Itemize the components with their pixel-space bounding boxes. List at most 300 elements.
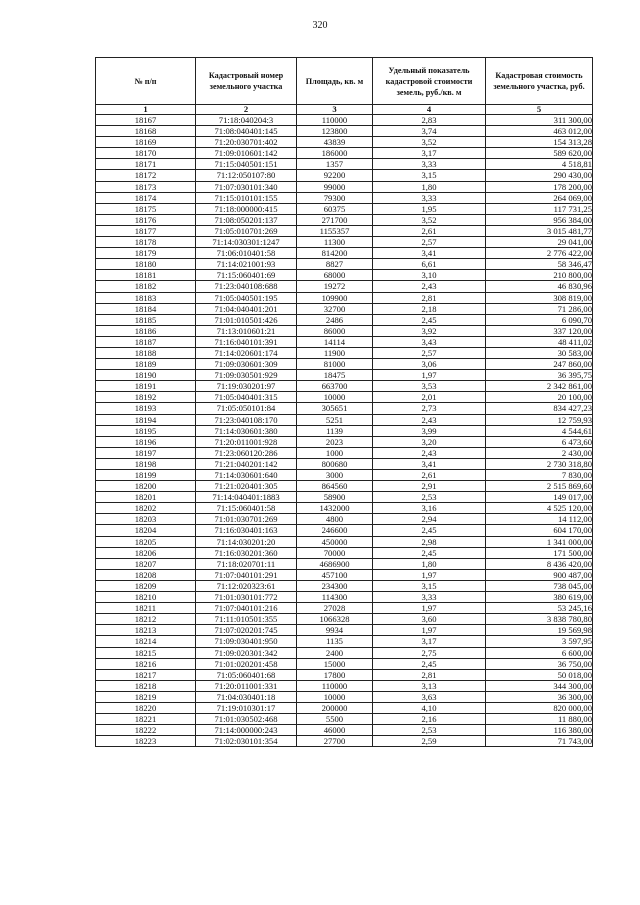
cell-row-number: 18180 [96, 259, 196, 270]
cell-cadastral-number: 71:21:020401:305 [196, 481, 297, 492]
cell-cadastral-value: 11 880,00 [486, 714, 593, 725]
cell-specific-value: 2,98 [373, 536, 486, 547]
table-row [96, 481, 593, 492]
cell-cadastral-value: 311 300,00 [486, 115, 593, 126]
table-row [96, 414, 593, 425]
table-row [96, 203, 593, 214]
cell-cadastral-value: 2 515 869,60 [486, 481, 593, 492]
cell-cadastral-number: 71:01:030701:269 [196, 514, 297, 525]
cell-cadastral-number: 71:19:030201:97 [196, 381, 297, 392]
cell-cadastral-number: 71:19:010301:17 [196, 702, 297, 713]
table-row [96, 492, 593, 503]
cell-cadastral-value: 71 743,00 [486, 736, 593, 747]
cell-cadastral-value: 117 731,25 [486, 203, 593, 214]
cell-specific-value: 3,53 [373, 381, 486, 392]
table-row [96, 148, 593, 159]
cell-area: 2486 [297, 314, 373, 325]
cell-row-number: 18200 [96, 481, 196, 492]
cell-cadastral-value: 380 619,00 [486, 592, 593, 603]
cell-row-number: 18205 [96, 536, 196, 547]
cell-area: 1135 [297, 636, 373, 647]
cell-area: 814200 [297, 248, 373, 259]
cell-cadastral-value: 308 819,00 [486, 292, 593, 303]
cell-cadastral-number: 71:16:030201:360 [196, 547, 297, 558]
cell-cadastral-number: 71:18:000000:415 [196, 203, 297, 214]
cell-area: 10000 [297, 392, 373, 403]
cell-area: 18475 [297, 370, 373, 381]
cell-cadastral-value: 48 411,02 [486, 336, 593, 347]
cell-area: 457100 [297, 569, 373, 580]
cell-specific-value: 3,13 [373, 680, 486, 691]
cell-specific-value: 4,10 [373, 702, 486, 713]
cell-cadastral-value: 12 759,93 [486, 414, 593, 425]
cell-area: 234300 [297, 580, 373, 591]
cell-cadastral-value: 337 120,00 [486, 325, 593, 336]
table-row [96, 392, 593, 403]
table-row [96, 370, 593, 381]
cell-row-number: 18169 [96, 137, 196, 148]
cell-cadastral-number: 71:01:030101:772 [196, 592, 297, 603]
header-area: Площадь, кв. м [297, 58, 373, 105]
table-row [96, 181, 593, 192]
cell-row-number: 18220 [96, 702, 196, 713]
table-row [96, 403, 593, 414]
table-row [96, 170, 593, 181]
cell-cadastral-number: 71:20:030701:402 [196, 137, 297, 148]
cell-area: 4686900 [297, 558, 373, 569]
cell-cadastral-number: 71:14:030301:1247 [196, 237, 297, 248]
cell-cadastral-value: 53 245,16 [486, 603, 593, 614]
table-row [96, 325, 593, 336]
cell-cadastral-value: 834 427,23 [486, 403, 593, 414]
cell-area: 19272 [297, 281, 373, 292]
column-number: 5 [486, 105, 593, 115]
cell-specific-value: 2,57 [373, 237, 486, 248]
cell-specific-value: 3,17 [373, 636, 486, 647]
cell-cadastral-value: 6 600,00 [486, 647, 593, 658]
cell-specific-value: 2,81 [373, 292, 486, 303]
cell-specific-value: 2,01 [373, 392, 486, 403]
cell-area: 17800 [297, 669, 373, 680]
cell-area: 27700 [297, 736, 373, 747]
cell-area: 1139 [297, 425, 373, 436]
table-row [96, 281, 593, 292]
cell-area: 43839 [297, 137, 373, 148]
cell-row-number: 18219 [96, 691, 196, 702]
page-number: 320 [312, 20, 328, 31]
cell-cadastral-number: 71:11:010501:355 [196, 614, 297, 625]
cell-cadastral-number: 71:05:040401:315 [196, 392, 297, 403]
table-row [96, 547, 593, 558]
cell-row-number: 18194 [96, 414, 196, 425]
cell-cadastral-number: 71:08:040401:145 [196, 126, 297, 137]
cell-cadastral-number: 71:01:020201:458 [196, 658, 297, 669]
table-row [96, 248, 593, 259]
cell-row-number: 18216 [96, 658, 196, 669]
table-row [96, 292, 593, 303]
header-row [96, 58, 593, 105]
cell-area: 246600 [297, 525, 373, 536]
cell-cadastral-value: 46 830,96 [486, 281, 593, 292]
table-row [96, 569, 593, 580]
cell-cadastral-value: 6 473,60 [486, 436, 593, 447]
cell-specific-value: 3,10 [373, 270, 486, 281]
cell-area: 663700 [297, 381, 373, 392]
cell-area: 864560 [297, 481, 373, 492]
cell-row-number: 18195 [96, 425, 196, 436]
cell-row-number: 18204 [96, 525, 196, 536]
cell-row-number: 18184 [96, 303, 196, 314]
table-row [96, 614, 593, 625]
table-row [96, 436, 593, 447]
cell-cadastral-value: 820 000,00 [486, 702, 593, 713]
cell-area: 8827 [297, 259, 373, 270]
cell-specific-value: 3,92 [373, 325, 486, 336]
cell-cadastral-number: 71:01:030502:468 [196, 714, 297, 725]
cell-cadastral-value: 7 830,00 [486, 470, 593, 481]
table-row [96, 381, 593, 392]
cell-cadastral-number: 71:07:030101:340 [196, 181, 297, 192]
cell-cadastral-value: 463 012,00 [486, 126, 593, 137]
cell-specific-value: 3,20 [373, 436, 486, 447]
cell-row-number: 18218 [96, 680, 196, 691]
cell-specific-value: 2,61 [373, 225, 486, 236]
cell-cadastral-value: 956 384,00 [486, 214, 593, 225]
cell-specific-value: 2,61 [373, 470, 486, 481]
cell-cadastral-number: 71:09:010601:142 [196, 148, 297, 159]
cell-row-number: 18185 [96, 314, 196, 325]
cell-cadastral-value: 36 395,75 [486, 370, 593, 381]
cell-specific-value: 2,45 [373, 525, 486, 536]
cell-specific-value: 2,43 [373, 414, 486, 425]
cell-cadastral-number: 71:07:040101:291 [196, 569, 297, 580]
cell-cadastral-number: 71:14:030601:380 [196, 425, 297, 436]
cell-row-number: 18179 [96, 248, 196, 259]
cell-specific-value: 3,99 [373, 425, 486, 436]
cell-area: 200000 [297, 702, 373, 713]
cell-area: 1432000 [297, 503, 373, 514]
cell-row-number: 18177 [96, 225, 196, 236]
cell-cadastral-number: 71:15:010101:155 [196, 192, 297, 203]
cell-cadastral-value: 30 583,00 [486, 347, 593, 358]
cell-cadastral-number: 71:12:020323:61 [196, 580, 297, 591]
cell-cadastral-number: 71:14:030601:640 [196, 470, 297, 481]
cadastral-value-table [95, 57, 593, 747]
cell-specific-value: 2,53 [373, 492, 486, 503]
cell-cadastral-value: 3 015 481,77 [486, 225, 593, 236]
cell-cadastral-number: 71:15:060401:58 [196, 503, 297, 514]
cell-row-number: 18199 [96, 470, 196, 481]
cell-area: 450000 [297, 536, 373, 547]
cell-area: 81000 [297, 359, 373, 370]
cell-row-number: 18174 [96, 192, 196, 203]
cell-cadastral-value: 290 430,00 [486, 170, 593, 181]
cell-row-number: 18167 [96, 115, 196, 126]
cell-row-number: 18193 [96, 403, 196, 414]
cell-cadastral-value: 58 346,47 [486, 259, 593, 270]
cell-cadastral-value: 14 112,00 [486, 514, 593, 525]
header-cadastral-number: Кадастровый номер земельного участка [196, 58, 297, 105]
table-row [96, 536, 593, 547]
cell-area: 14114 [297, 336, 373, 347]
table-row [96, 447, 593, 458]
cell-row-number: 18181 [96, 270, 196, 281]
cell-cadastral-number: 71:04:030401:18 [196, 691, 297, 702]
cell-cadastral-number: 71:23:060120:286 [196, 447, 297, 458]
cell-area: 60375 [297, 203, 373, 214]
cell-specific-value: 3,33 [373, 192, 486, 203]
column-number: 4 [373, 105, 486, 115]
cell-area: 70000 [297, 547, 373, 558]
table-row [96, 658, 593, 669]
cell-cadastral-value: 264 069,00 [486, 192, 593, 203]
table-row [96, 314, 593, 325]
cell-row-number: 18178 [96, 237, 196, 248]
cell-row-number: 18172 [96, 170, 196, 181]
cell-cadastral-value: 589 620,00 [486, 148, 593, 159]
cell-area: 10000 [297, 691, 373, 702]
cell-row-number: 18196 [96, 436, 196, 447]
table-row [96, 192, 593, 203]
table-row [96, 736, 593, 747]
table-row [96, 603, 593, 614]
cell-row-number: 18221 [96, 714, 196, 725]
cell-cadastral-number: 71:09:020301:342 [196, 647, 297, 658]
table-row [96, 625, 593, 636]
cell-cadastral-number: 71:05:040501:195 [196, 292, 297, 303]
cell-specific-value: 3,33 [373, 159, 486, 170]
cell-area: 123800 [297, 126, 373, 137]
cell-specific-value: 2,45 [373, 658, 486, 669]
cell-specific-value: 1,80 [373, 558, 486, 569]
cell-row-number: 18171 [96, 159, 196, 170]
cell-area: 32700 [297, 303, 373, 314]
cell-cadastral-number: 71:20:011001:928 [196, 436, 297, 447]
table-row [96, 714, 593, 725]
cell-area: 186000 [297, 148, 373, 159]
cell-specific-value: 2,18 [373, 303, 486, 314]
table-row [96, 458, 593, 469]
cell-cadastral-value: 2 776 422,00 [486, 248, 593, 259]
cell-cadastral-number: 71:16:030401:163 [196, 525, 297, 536]
cell-area: 86000 [297, 325, 373, 336]
cell-area: 9934 [297, 625, 373, 636]
cell-specific-value: 2,16 [373, 714, 486, 725]
table-row [96, 425, 593, 436]
cell-cadastral-value: 178 200,00 [486, 181, 593, 192]
table-row [96, 237, 593, 248]
cell-area: 1066328 [297, 614, 373, 625]
cell-area: 1000 [297, 447, 373, 458]
cell-row-number: 18207 [96, 558, 196, 569]
table-row [96, 680, 593, 691]
column-number: 2 [196, 105, 297, 115]
cell-row-number: 18186 [96, 325, 196, 336]
cell-row-number: 18197 [96, 447, 196, 458]
cell-area: 68000 [297, 270, 373, 281]
cell-row-number: 18182 [96, 281, 196, 292]
table-body [96, 115, 593, 747]
table-row [96, 225, 593, 236]
cell-cadastral-number: 71:21:040201:142 [196, 458, 297, 469]
cell-row-number: 18183 [96, 292, 196, 303]
cell-cadastral-number: 71:18:020701:11 [196, 558, 297, 569]
cell-cadastral-value: 1 341 000,00 [486, 536, 593, 547]
cell-cadastral-number: 71:08:050201:137 [196, 214, 297, 225]
cell-cadastral-number: 71:04:040401:201 [196, 303, 297, 314]
table-row [96, 259, 593, 270]
cell-cadastral-number: 71:09:030501:929 [196, 370, 297, 381]
cell-specific-value: 1,97 [373, 603, 486, 614]
cell-cadastral-number: 71:09:030601:309 [196, 359, 297, 370]
cell-row-number: 18210 [96, 592, 196, 603]
cell-specific-value: 3,06 [373, 359, 486, 370]
cell-specific-value: 6,61 [373, 259, 486, 270]
cell-specific-value: 2,75 [373, 647, 486, 658]
cell-cadastral-value: 149 017,00 [486, 492, 593, 503]
column-number: 3 [297, 105, 373, 115]
cell-specific-value: 3,60 [373, 614, 486, 625]
cell-specific-value: 3,33 [373, 592, 486, 603]
table-row [96, 115, 593, 126]
cell-specific-value: 3,43 [373, 336, 486, 347]
table-row [96, 347, 593, 358]
cell-cadastral-number: 71:05:050101:84 [196, 403, 297, 414]
cell-specific-value: 3,15 [373, 170, 486, 181]
table-row [96, 592, 593, 603]
cell-cadastral-value: 36 750,00 [486, 658, 593, 669]
cell-area: 110000 [297, 115, 373, 126]
cell-row-number: 18170 [96, 148, 196, 159]
cell-row-number: 18198 [96, 458, 196, 469]
cell-cadastral-number: 71:23:040108:688 [196, 281, 297, 292]
table-row [96, 636, 593, 647]
cell-area: 11300 [297, 237, 373, 248]
cell-cadastral-number: 71:18:040204:3 [196, 115, 297, 126]
cell-area: 4800 [297, 514, 373, 525]
cell-cadastral-value: 344 300,00 [486, 680, 593, 691]
cell-row-number: 18176 [96, 214, 196, 225]
cell-row-number: 18206 [96, 547, 196, 558]
cell-specific-value: 3,41 [373, 458, 486, 469]
table-row [96, 470, 593, 481]
cell-cadastral-value: 71 286,00 [486, 303, 593, 314]
cell-cadastral-value: 20 100,00 [486, 392, 593, 403]
cell-area: 5251 [297, 414, 373, 425]
cell-specific-value: 3,17 [373, 148, 486, 159]
header-specific-value: Удельный показатель кадастровой стоимости земель, руб./кв. м [373, 58, 486, 105]
cell-row-number: 18187 [96, 336, 196, 347]
table-row [96, 270, 593, 281]
cell-area: 2400 [297, 647, 373, 658]
cell-area: 109900 [297, 292, 373, 303]
table-row [96, 558, 593, 569]
cell-cadastral-value: 4 518,81 [486, 159, 593, 170]
table-row [96, 503, 593, 514]
cell-cadastral-value: 29 041,00 [486, 237, 593, 248]
table-row [96, 359, 593, 370]
cell-row-number: 18168 [96, 126, 196, 137]
cell-cadastral-value: 2 430,00 [486, 447, 593, 458]
cell-row-number: 18203 [96, 514, 196, 525]
cell-specific-value: 3,52 [373, 137, 486, 148]
cell-area: 110000 [297, 680, 373, 691]
table-row [96, 137, 593, 148]
cell-cadastral-value: 4 544,61 [486, 425, 593, 436]
cell-cadastral-value: 8 436 420,00 [486, 558, 593, 569]
cell-row-number: 18191 [96, 381, 196, 392]
cell-specific-value: 2,59 [373, 736, 486, 747]
cell-cadastral-value: 19 569,98 [486, 625, 593, 636]
cell-cadastral-value: 36 300,00 [486, 691, 593, 702]
cell-cadastral-number: 71:01:010501:426 [196, 314, 297, 325]
cell-area: 15000 [297, 658, 373, 669]
table-row [96, 725, 593, 736]
cell-cadastral-value: 3 838 780,80 [486, 614, 593, 625]
cell-area: 27028 [297, 603, 373, 614]
cell-specific-value: 2,53 [373, 725, 486, 736]
table-row [96, 214, 593, 225]
cell-cadastral-value: 154 313,28 [486, 137, 593, 148]
cell-row-number: 18217 [96, 669, 196, 680]
cell-specific-value: 2,73 [373, 403, 486, 414]
cell-row-number: 18190 [96, 370, 196, 381]
cell-specific-value: 3,52 [373, 214, 486, 225]
cell-cadastral-number: 71:12:050107:80 [196, 170, 297, 181]
table-row [96, 691, 593, 702]
cell-cadastral-number: 71:13:010601:21 [196, 325, 297, 336]
cell-row-number: 18223 [96, 736, 196, 747]
cell-specific-value: 2,83 [373, 115, 486, 126]
cell-row-number: 18175 [96, 203, 196, 214]
table-row [96, 303, 593, 314]
cell-cadastral-value: 900 487,00 [486, 569, 593, 580]
cell-specific-value: 2,81 [373, 669, 486, 680]
cell-row-number: 18173 [96, 181, 196, 192]
cell-cadastral-number: 71:05:060401:68 [196, 669, 297, 680]
table-row [96, 126, 593, 137]
table-row [96, 702, 593, 713]
cell-cadastral-number: 71:14:021001:93 [196, 259, 297, 270]
cell-cadastral-number: 71:06:010401:58 [196, 248, 297, 259]
cell-area: 92200 [297, 170, 373, 181]
column-number: 1 [96, 105, 196, 115]
cell-cadastral-value: 604 170,00 [486, 525, 593, 536]
cell-cadastral-value: 247 860,00 [486, 359, 593, 370]
table-row [96, 525, 593, 536]
cell-specific-value: 2,94 [373, 514, 486, 525]
cell-area: 58900 [297, 492, 373, 503]
cell-specific-value: 3,74 [373, 126, 486, 137]
cell-area: 5500 [297, 714, 373, 725]
cell-row-number: 18188 [96, 347, 196, 358]
cell-row-number: 18222 [96, 725, 196, 736]
table-row [96, 514, 593, 525]
cell-area: 79300 [297, 192, 373, 203]
cell-row-number: 18213 [96, 625, 196, 636]
cell-area: 800680 [297, 458, 373, 469]
header-row-number: № п/п [96, 58, 196, 105]
cell-cadastral-value: 4 525 120,00 [486, 503, 593, 514]
cell-cadastral-number: 71:20:011001:331 [196, 680, 297, 691]
cell-specific-value: 2,57 [373, 347, 486, 358]
cell-specific-value: 1,97 [373, 569, 486, 580]
cell-cadastral-number: 71:16:040101:391 [196, 336, 297, 347]
cell-row-number: 18189 [96, 359, 196, 370]
cell-area: 99000 [297, 181, 373, 192]
cell-row-number: 18212 [96, 614, 196, 625]
cell-cadastral-value: 6 090,70 [486, 314, 593, 325]
